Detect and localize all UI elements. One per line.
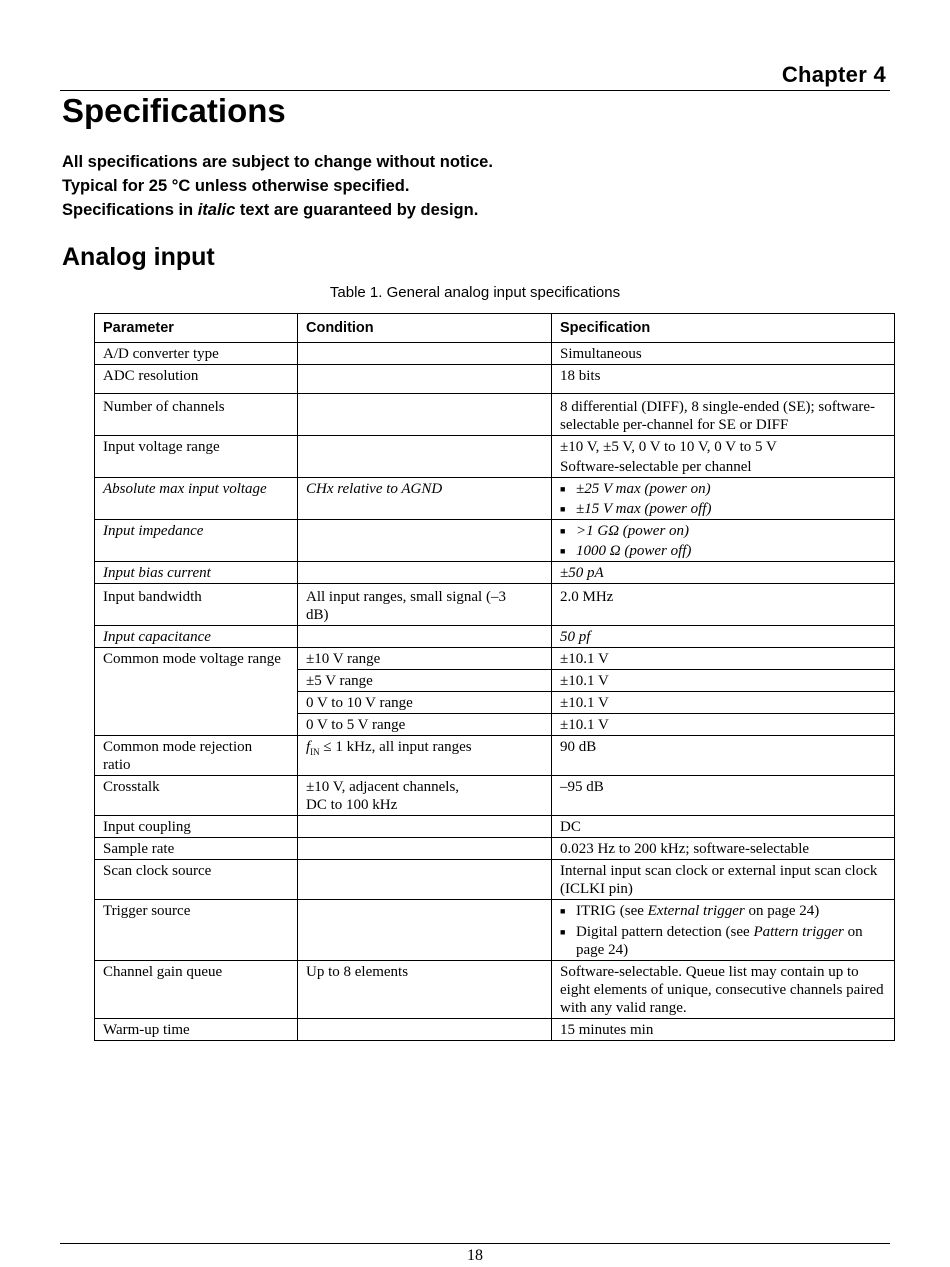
spec-cell: ±10.1 V (552, 714, 895, 736)
table-row (95, 838, 895, 860)
condition-cell (298, 736, 552, 776)
spec-cell (552, 478, 895, 520)
condition-cell (298, 900, 552, 961)
note-line-2: Typical for 25 °C unless otherwise specified. (62, 177, 410, 195)
spec-cell (552, 520, 895, 562)
table-row (95, 776, 895, 816)
parameter-cell: ADC resolution (95, 365, 298, 394)
parameter-cell: Input capacitance (95, 626, 298, 648)
parameter-cell: Input bandwidth (95, 584, 298, 626)
note-line-3-italic: italic (197, 201, 236, 219)
frequency-subscript: IN (310, 747, 320, 757)
bullet-item: ■ ±25 V max (power on) (560, 480, 886, 498)
chapter-label: Chapter 4 (781, 62, 886, 87)
bullet-item (560, 923, 886, 959)
section-heading: Analog input (62, 243, 215, 271)
spec-line: Software-selectable per channel (560, 459, 752, 475)
table-row (95, 520, 895, 562)
parameter-cell: Crosstalk (95, 776, 298, 816)
table-row (95, 900, 895, 961)
bullet-item: ■ ±15 V max (power off) (560, 500, 886, 518)
table-row (95, 394, 895, 436)
parameter-cell: Input voltage range (95, 436, 298, 478)
spec-cell (552, 900, 895, 961)
spec-cell: 8 differential (DIFF), 8 single-ended (SE); software-selectable per-channel for SE or DIFF (552, 394, 895, 436)
condition-text: ≤ 1 kHz, all input ranges (319, 739, 472, 755)
condition-cell (298, 520, 552, 562)
parameter-cell: Warm-up time (95, 1019, 298, 1041)
bullet-text: on page 24) (744, 903, 820, 919)
footer-rule (60, 1243, 890, 1244)
table-row (95, 436, 895, 478)
condition-line: DC to 100 kHz (306, 797, 398, 813)
bullet-list (560, 902, 886, 959)
parameter-cell: Input impedance (95, 520, 298, 562)
table-header-row (95, 314, 895, 343)
condition-line: ±10 V, adjacent channels, (306, 779, 460, 795)
table-row (95, 961, 895, 1019)
condition-cell (298, 816, 552, 838)
table-caption: Table 1. General analog input specifications (329, 284, 621, 301)
table-row (95, 860, 895, 900)
header-parameter: Parameter (95, 314, 298, 343)
condition-cell: 0 V to 5 V range (298, 714, 552, 736)
condition-cell (298, 365, 552, 394)
spec-cell: 90 dB (552, 736, 895, 776)
page-title: Specifications (62, 92, 286, 129)
note-line-3 (62, 198, 493, 222)
table-row (95, 648, 895, 670)
note-line-3-pre: Specifications in (62, 201, 198, 219)
spec-cell: ±10.1 V (552, 670, 895, 692)
table-row (95, 562, 895, 584)
condition-cell: All input ranges, small signal (–3 dB) (298, 584, 552, 626)
bullet-list (560, 522, 886, 560)
table-row (95, 736, 895, 776)
header-specification: Specification (552, 314, 895, 343)
parameter-cell: Common mode rejection ratio (95, 736, 298, 776)
condition-cell: CHx relative to AGND (298, 478, 552, 520)
spec-cell: 18 bits (552, 365, 895, 394)
page-number: 18 (467, 1247, 483, 1264)
parameter-cell: Sample rate (95, 838, 298, 860)
condition-cell: Up to 8 elements (298, 961, 552, 1019)
table-row (95, 478, 895, 520)
condition-cell (298, 838, 552, 860)
parameter-cell: A/D converter type (95, 343, 298, 365)
spec-cell: Internal input scan clock or external input scan clock (ICLKI pin) (552, 860, 895, 900)
condition-cell: 0 V to 10 V range (298, 692, 552, 714)
parameter-cell: Input coupling (95, 816, 298, 838)
condition-cell (298, 860, 552, 900)
bullet-item: ■ 1000 Ω (power off) (560, 542, 886, 560)
spec-cell: 0.023 Hz to 200 kHz; software-selectable (552, 838, 895, 860)
cross-reference-link[interactable]: External trigger (647, 903, 745, 919)
note-line-1: All specifications are subject to change without notice. (62, 153, 493, 171)
table-row (95, 365, 895, 394)
bullet-text: on page 24) (576, 924, 863, 958)
cross-reference-link[interactable]: Pattern trigger (753, 924, 844, 940)
spec-cell: ±10.1 V (552, 692, 895, 714)
condition-cell (298, 394, 552, 436)
bullet-text: Digital pattern detection (see (576, 924, 754, 940)
spec-cell: ±50 pA (552, 562, 895, 584)
spec-cell: 2.0 MHz (552, 584, 895, 626)
spec-cell (552, 436, 895, 478)
condition-cell (298, 626, 552, 648)
frequency-symbol: f (306, 739, 311, 755)
condition-cell (298, 562, 552, 584)
condition-cell (298, 1019, 552, 1041)
header-condition: Condition (298, 314, 552, 343)
spec-cell: Simultaneous (552, 343, 895, 365)
table-row (95, 1019, 895, 1041)
bullet-item: ■ >1 GΩ (power on) (560, 522, 886, 540)
condition-cell: ±10 V range (298, 648, 552, 670)
condition-cell (298, 776, 552, 816)
parameter-cell: Input bias current (95, 562, 298, 584)
parameter-cell: Scan clock source (95, 860, 298, 900)
header-rule (60, 90, 890, 91)
bullet-text: ITRIG (see (576, 903, 648, 919)
spec-cell: 50 pf (552, 626, 895, 648)
table-row (95, 343, 895, 365)
parameter-cell: Common mode voltage range (95, 648, 298, 736)
parameter-cell: Absolute max input voltage (95, 478, 298, 520)
parameter-cell: Trigger source (95, 900, 298, 961)
condition-cell: ±5 V range (298, 670, 552, 692)
spec-cell: 15 minutes min (552, 1019, 895, 1041)
analog-input-spec-table (94, 313, 895, 1041)
table-row (95, 816, 895, 838)
spec-cell: Software-selectable. Queue list may contain up to eight elements of unique, consecutive channels paired with any valid range. (552, 961, 895, 1019)
spec-line: ±10 V, ±5 V, 0 V to 10 V, 0 V to 5 V (560, 439, 777, 455)
spec-notes (62, 150, 493, 222)
table-row (95, 626, 895, 648)
note-line-3-post: text are guaranteed by design. (235, 201, 479, 219)
condition-cell (298, 343, 552, 365)
condition-cell (298, 436, 552, 478)
bullet-item (560, 902, 886, 920)
parameter-cell: Number of channels (95, 394, 298, 436)
table-row (95, 584, 895, 626)
spec-cell: –95 dB (552, 776, 895, 816)
bullet-list (560, 480, 886, 518)
spec-cell: ±10.1 V (552, 648, 895, 670)
parameter-cell: Channel gain queue (95, 961, 298, 1019)
spec-cell: DC (552, 816, 895, 838)
